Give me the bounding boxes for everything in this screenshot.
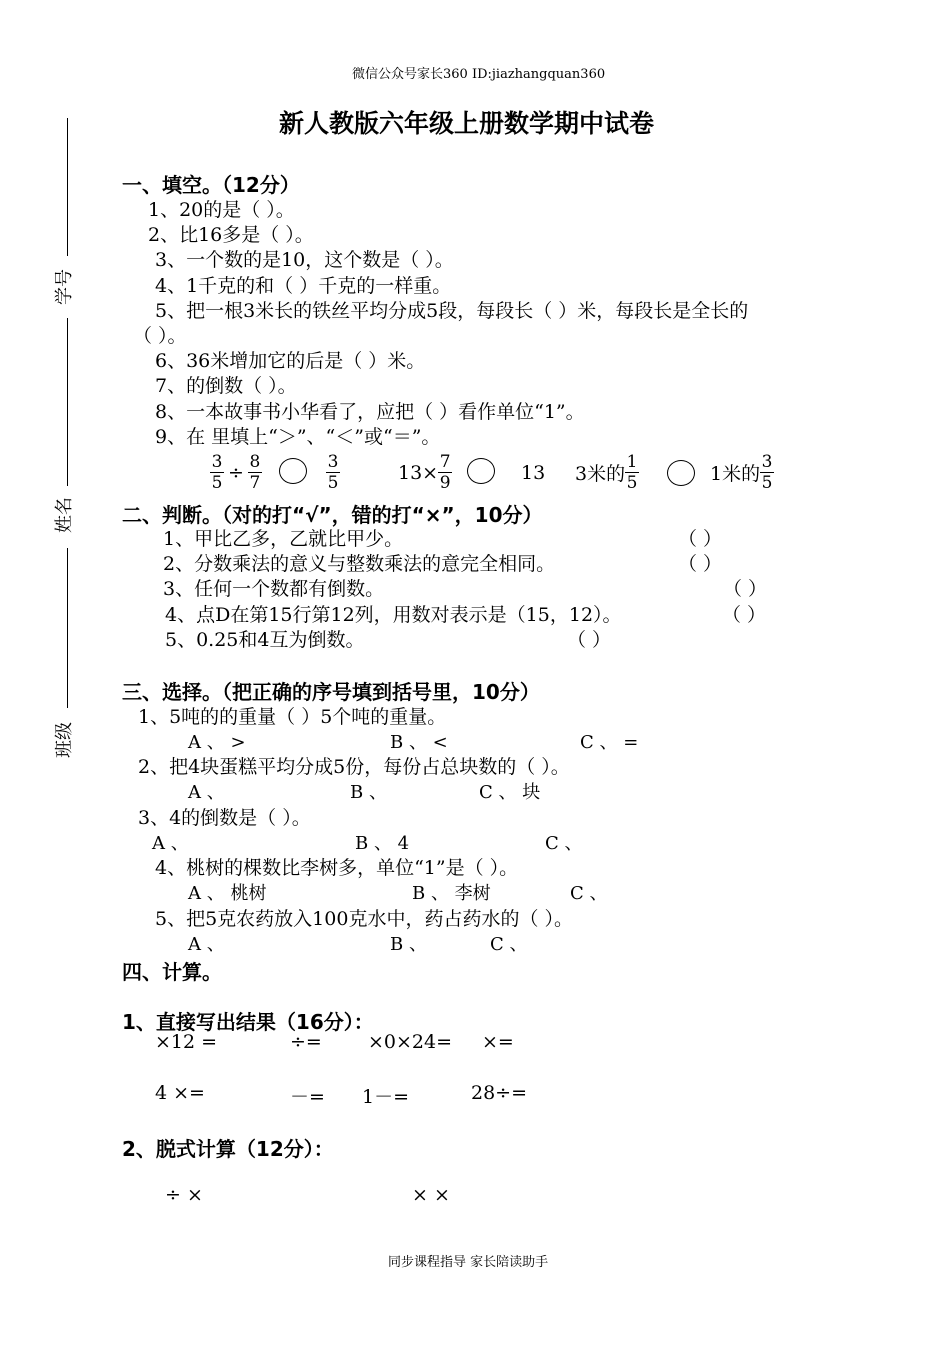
choice-q5-opt-c[interactable]: C 、 <box>490 934 528 955</box>
divide-sign: ÷ <box>228 461 244 484</box>
calc-row2-item1: 4 ×= <box>155 1082 205 1104</box>
compare-circle-1[interactable] <box>279 458 307 484</box>
fraction <box>326 452 340 493</box>
judge-q4-paren[interactable]: （ ） <box>722 604 767 626</box>
choice-q1-opt-b[interactable]: B 、 < <box>390 732 448 753</box>
section-4-heading: 四、计算。 <box>122 960 222 984</box>
judge-q2: 2、分数乘法的意义与整数乘法的意完全相同。 <box>163 553 556 575</box>
student-id-label: 学号 <box>54 269 75 305</box>
choice-q3-opt-a[interactable]: A 、 <box>152 833 189 854</box>
compare-expr-2 <box>398 452 452 493</box>
numerator: 7 <box>439 452 451 472</box>
denominator: 5 <box>626 473 638 493</box>
choice-q2: 2、把4块蛋糕平均分成5份，每份占总块数的（ ）。 <box>138 756 570 778</box>
page-footer: 同步课程指导 家长陪读助手 <box>388 1255 549 1270</box>
denominator: 7 <box>249 473 261 493</box>
name-label: 姓名 <box>54 497 75 533</box>
fill-q8: 8、一本故事书小华看了，应把（ ）看作单位“1”。 <box>155 401 585 423</box>
choice-q1: 1、5吨的的重量（ ）5个吨的重量。 <box>138 706 447 728</box>
calc-row2-item3: 1－= <box>362 1086 410 1108</box>
expr-text: 1米的 <box>710 463 761 485</box>
judge-q2-paren[interactable]: （ ） <box>678 553 723 575</box>
fraction <box>248 452 262 493</box>
section-3-heading: 三、选择。（把正确的序号填到括号里，10分） <box>122 680 540 704</box>
judge-q5: 5、0.25和4互为倒数。 <box>165 629 365 651</box>
choice-q3-opt-c[interactable]: C 、 <box>545 833 583 854</box>
calc-row3-item2: × × <box>412 1184 450 1206</box>
fill-q3: 3、一个数的是10，这个数是（ ）。 <box>155 249 454 271</box>
choice-q5-opt-b[interactable]: B 、 <box>390 934 427 955</box>
choice-q2-opt-b[interactable]: B 、 <box>350 782 387 803</box>
compare-expr-1 <box>210 452 262 493</box>
fill-q9: 9、在 里填上“＞”、“＜”或“＝”。 <box>155 426 441 448</box>
fill-q5: 5、把一根3米长的铁丝平均分成5段，每段长（ ）米，每段长是全长的 <box>155 300 749 322</box>
compare-expr-3 <box>575 452 639 493</box>
fraction <box>625 452 639 493</box>
calc-row2-item2: －= <box>290 1086 325 1108</box>
choice-q4-opt-a[interactable]: A 、 桃树 <box>188 883 267 904</box>
expr-text: 3米的 <box>575 463 626 485</box>
compare-expr-2-right: 13 <box>521 462 546 484</box>
direct-calc-heading: 1、直接写出结果（16分）： <box>122 1010 374 1034</box>
binding-line-lower <box>67 548 68 708</box>
fill-q6: 6、36米增加它的后是（ ）米。 <box>155 350 426 372</box>
fill-q1: 1、20的是（ ）。 <box>148 199 295 221</box>
denominator: 5 <box>211 473 223 493</box>
choice-q5-opt-a[interactable]: A 、 <box>188 934 225 955</box>
denominator: 5 <box>761 473 773 493</box>
choice-q2-opt-a[interactable]: A 、 <box>188 782 225 803</box>
choice-q1-opt-a[interactable]: A 、 > <box>188 732 246 753</box>
section-2-heading: 二、判断。（对的打“√”，错的打“×”，10分） <box>122 503 543 527</box>
fill-q5-cont: （ ）。 <box>133 325 187 347</box>
calc-row3-item1: ÷ × <box>165 1184 203 1206</box>
calc-row1-item1: ×12 = <box>155 1031 218 1053</box>
fraction <box>438 452 452 493</box>
class-label: 班级 <box>54 722 75 758</box>
judge-q3-paren[interactable]: （ ） <box>723 578 768 600</box>
numerator: 8 <box>249 452 261 472</box>
fraction <box>760 452 774 493</box>
compare-circle-3[interactable] <box>667 460 695 486</box>
calc-row1-item4: ×= <box>482 1031 514 1053</box>
page-title: 新人教版六年级上册数学期中试卷 <box>279 109 655 138</box>
calc-row1-item2: ÷= <box>290 1031 322 1053</box>
choice-q2-opt-c[interactable]: C 、 块 <box>479 782 541 803</box>
section-1-heading: 一、填空。（12分） <box>122 173 300 197</box>
fill-q2: 2、比16多是（ ）。 <box>148 224 314 246</box>
choice-q3-opt-b[interactable]: B 、 4 <box>355 833 410 854</box>
fraction <box>210 452 224 493</box>
choice-q4-opt-b[interactable]: B 、 李树 <box>412 883 491 904</box>
choice-q4: 4、桃树的棵数比李树多，单位“1”是（ ）。 <box>155 857 519 879</box>
binding-line-top <box>67 118 68 256</box>
choice-q5: 5、把5克农药放入100克水中，药占药水的（ ）。 <box>155 908 573 930</box>
compare-circle-2[interactable] <box>467 458 495 484</box>
calc-row2-item4: 28÷= <box>471 1082 528 1104</box>
compare-expr-1-right <box>326 452 340 493</box>
numerator: 3 <box>761 452 773 472</box>
choice-q1-opt-c[interactable]: C 、 = <box>580 732 639 753</box>
calc-row1-item3: ×0×24= <box>368 1031 453 1053</box>
numerator: 1 <box>626 452 638 472</box>
judge-q1: 1、甲比乙多，乙就比甲少。 <box>163 528 404 550</box>
numerator: 3 <box>211 452 223 472</box>
judge-q5-paren[interactable]: （ ） <box>567 629 612 651</box>
choice-q4-opt-c[interactable]: C 、 <box>570 883 608 904</box>
fill-q7: 7、的倒数（ ）。 <box>155 375 297 397</box>
fill-q4: 4、1千克的和（ ）千克的一样重。 <box>155 275 452 297</box>
binding-line-upper <box>67 318 68 486</box>
compare-expr-3-right <box>710 452 774 493</box>
numerator: 3 <box>327 452 339 472</box>
choice-q3: 3、4的倒数是（ ）。 <box>138 807 311 829</box>
judge-q1-paren[interactable]: （ ） <box>678 528 723 550</box>
denominator: 9 <box>439 473 451 493</box>
judge-q4: 4、点D在第15行第12列，用数对表示是（15，12）。 <box>165 604 622 626</box>
expr-text: 13× <box>398 461 439 484</box>
stepwise-calc-heading: 2、脱式计算（12分）： <box>122 1137 334 1161</box>
page-header: 微信公众号家长360 ID:jiazhangquan360 <box>352 67 606 82</box>
judge-q3: 3、任何一个数都有倒数。 <box>163 578 385 600</box>
denominator: 5 <box>327 473 339 493</box>
